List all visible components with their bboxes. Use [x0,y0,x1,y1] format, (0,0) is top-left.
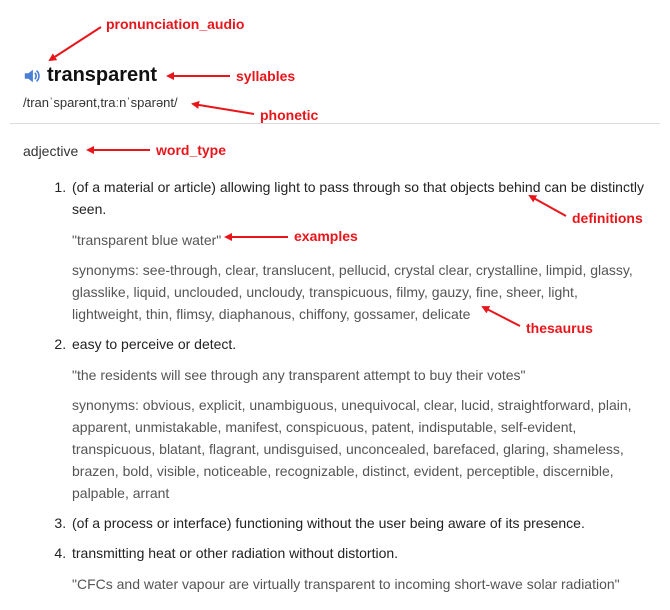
word-row [23,64,157,87]
definition-text: 2. easy to perceive or detect. [72,336,237,352]
example-text: "transparent blue water" [72,232,222,248]
divider [10,123,660,124]
definition-item [70,333,650,504]
annotation-phonetic: phonetic [260,107,319,123]
annotation-syllables: syllables [236,68,296,84]
annotation-definitions: definitions [572,210,643,226]
annotation-thesaurus: thesaurus [526,320,593,336]
annotation-pronunciation-audio: pronunciation_audio [106,16,245,32]
word-type: adjective [23,143,79,159]
definition-item [70,176,650,325]
annotation-word-type: word_type [156,142,227,158]
entry-header [23,64,157,87]
example-text: "CFCs and water vapour are virtually transparent to incoming short-wave solar radiation" [72,576,620,592]
arrow-phonetic [193,104,254,114]
example-text: "the residents will see through any transparent attempt to buy their votes" [72,367,526,383]
headword: transparent [47,64,158,86]
synonyms-text: synonyms: obvious, explicit, unambiguous, unequivocal, clear, lucid, straightforward, plain, apparent, unmistakable, manifest, conspicuous, patent, indisputable, self-evident, transpicuous, blatant, flagrant, undisguised, unconcealed, barefaced, glaring, shameless, brazen, bold, visible, noticeable, recognizable, distinct, evident, perceptible, discernible, palpable, arrant [72,397,632,501]
definition-text: 3. (of a process or interface) functioning without the user being aware of its presence. [72,515,585,531]
synonyms-text: synonyms: see-through, clear, translucent, pellucid, crystal clear, crystalline, limpid, glassy, glasslike, liquid, unclouded, uncloudy, transpicuous, filmy, gauzy, fine, sheer, light, lightweight, thin, flimsy, diaphanous, chiffony, gossamer, delicate [72,262,633,322]
definition-text: 4. transmitting heat or other radiation without distortion. [72,545,399,561]
arrow-pronunciation-audio [50,27,101,60]
phonetic-text: /tranˈsparənt,traːnˈsparənt/ [23,95,178,110]
annotation-examples: examples [294,228,358,244]
definition-text: 1. (of a material or article) allowing light to pass through so that objects behind can be distinctly seen. [72,179,644,217]
definition-item [70,542,650,595]
speaker-icon[interactable] [23,67,41,85]
definition-item [70,512,650,534]
